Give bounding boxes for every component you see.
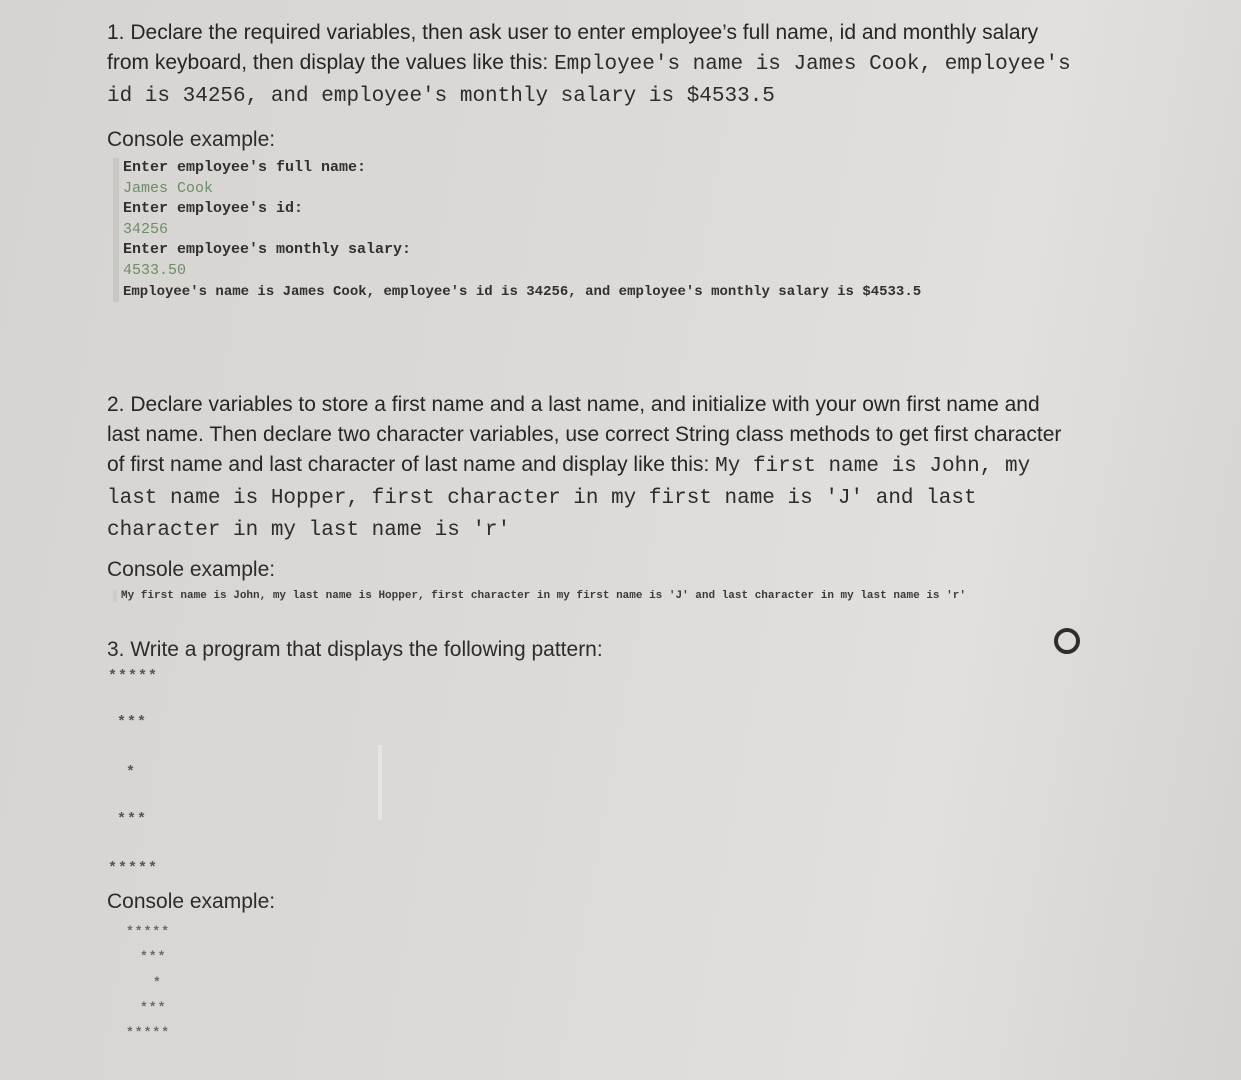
q1-text: 1. Declare the required variables, then ask user to enter employee’s full name, id and monthly salary from keyboard, then display the values like this:	[107, 21, 1039, 74]
console-pattern-line: *	[153, 975, 162, 990]
q2-console-output: My first name is John, my last name is Hopper, first character in my first name is 'J' and last character in my last name is 'r'	[113, 590, 966, 602]
pattern-line: ***	[117, 811, 148, 828]
console-pattern-line: *****	[126, 1025, 171, 1040]
q1-code-sample: Employee's name is James Cook, employee's id is 34256, and employee's monthly salary is $4533.5	[107, 53, 1071, 108]
console-pattern-line: *****	[126, 924, 171, 939]
console-pattern-line: ***	[140, 1000, 167, 1015]
console-pattern-line: ***	[140, 949, 167, 964]
q2-paragraph	[107, 390, 1077, 546]
console-input-name: James Cook	[123, 179, 214, 197]
q2-text: 2. Declare variables to store a first name and a last name, and initialize with your own first name and last name. Then declare two character variables, use correct String class methods to get first character of first name and last character of last name and display like this:	[107, 393, 1062, 476]
divider	[378, 745, 382, 820]
pattern-line: ***	[117, 714, 148, 731]
console-output: Employee's name is James Cook, employee's id is 34256, and employee's monthly salary is $4533.5	[123, 283, 922, 300]
circle-icon	[1054, 628, 1080, 654]
console-input-id: 34256	[123, 220, 169, 238]
q3-console-label: Console example:	[107, 890, 276, 913]
q2-console-label: Console example:	[107, 558, 276, 581]
q1-console	[113, 158, 921, 302]
console-prompt-salary: Enter employee's monthly salary:	[123, 241, 412, 259]
q3-text: 3. Write a program that displays the following pattern:	[107, 638, 603, 661]
console-input-salary: 4533.50	[123, 261, 187, 279]
pattern-line: *****	[108, 668, 159, 685]
q1-console-label: Console example:	[107, 128, 276, 151]
q1-paragraph	[107, 18, 1077, 112]
q2-code-sample: My first name is John, my last name is Hopper, first character in my first name is 'J' and last character in my last name is 'r'	[107, 455, 1031, 542]
pattern-line: *	[126, 764, 137, 781]
console-prompt-name: Enter employee's full name:	[123, 159, 367, 176]
console-prompt-id: Enter employee's id:	[123, 200, 304, 218]
pattern-line: *****	[108, 860, 159, 877]
